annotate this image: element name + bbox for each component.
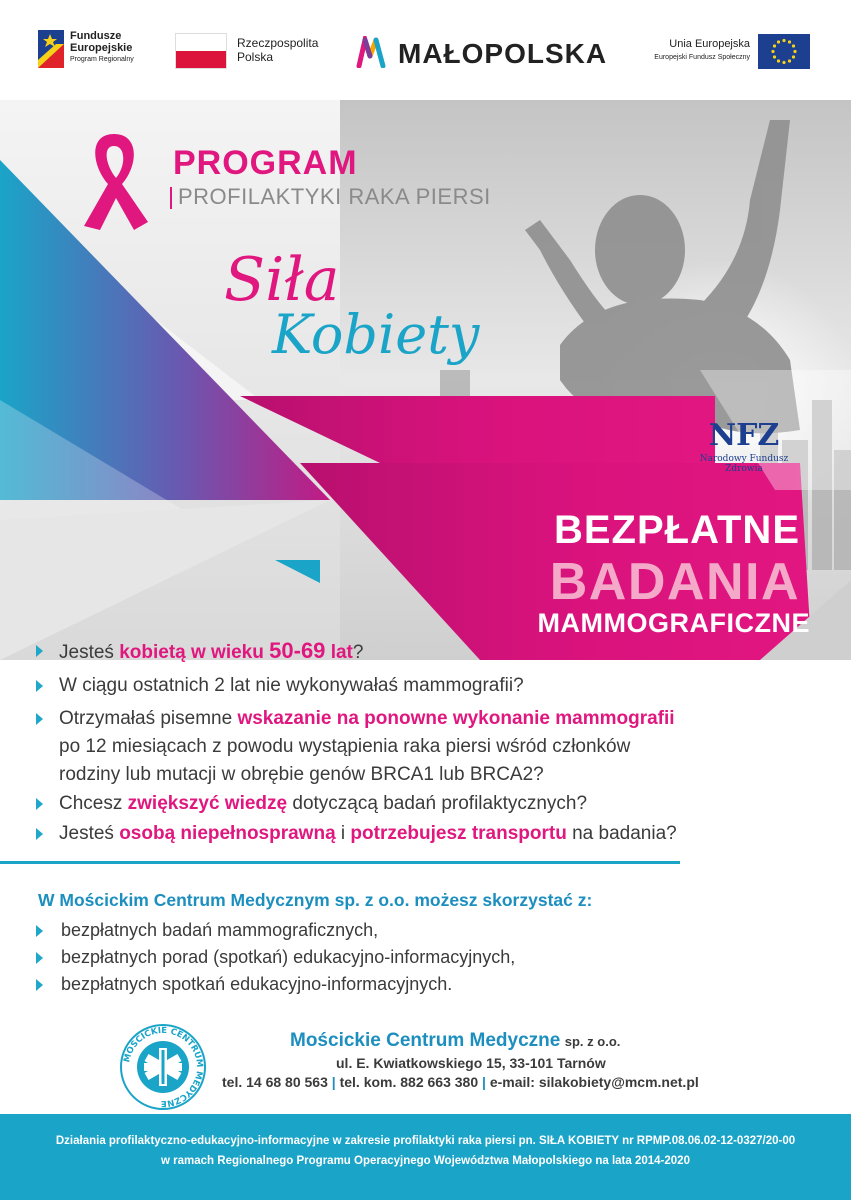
question-text: Otrzymałaś pisemne [59,708,238,729]
hero-banner [0,100,851,660]
offer-item-text: bezpłatnych spotkań edukacyjno-informacyjnych. [61,974,453,994]
question-text: rodziny lub mutacji w obrębie genów BRCA1 lub BRCA2? [59,764,544,785]
logo-bar [0,0,851,100]
unia-europejska-logo [630,34,815,70]
nfz-logo [680,418,808,474]
pink-ribbon-icon [78,126,150,236]
mcm-logo-icon [118,1022,208,1112]
script-kobiety: Kobiety [272,303,480,366]
contact-separator: | [331,1074,336,1090]
polish-flag-icon [175,33,227,69]
triangle-bullet-icon [36,925,43,937]
question-age-range: 50-69 [269,638,326,663]
nfz-caption: Narodowy Fundusz Zdrowia [699,454,789,474]
question-item [36,637,796,667]
program-title: PROGRAM [173,144,358,182]
fundusze-line2: Europejskie [70,42,133,54]
question-text: Chcesz [59,793,128,814]
fundusze-line1: Fundusze [70,30,122,42]
question-text: Jesteś [59,823,120,844]
question-text: dotyczącą badań profilaktycznych? [287,793,588,814]
question-text: ? [352,642,364,663]
triangle-bullet-icon [36,798,43,810]
fundusze-europejskie-logo [38,30,158,70]
question-highlight: wskazanie na ponowne wykonanie mammografii [237,708,675,729]
section-divider [0,861,680,864]
offer-item [36,971,736,997]
footer-line1: Działania profilaktyczno-edukacyjno-informacyjne w zakresie profilaktyki raka piersi pn. SIŁA KOBIETY nr RPMP.08.06.02-12-0327/20-00 [55,1135,796,1147]
triangle-bullet-icon [36,645,43,657]
contact-mobile: tel. kom. 882 663 380 [339,1074,479,1090]
question-text: Jesteś [59,642,120,663]
headline-mammograficzne: MAMMOGRAFICZNE [537,608,810,638]
question-item [36,672,796,700]
footer-line2: w ramach Regionalnego Programu Operacyjnego Województwa Małopolskiego na lata 2014-2020 [161,1155,690,1167]
question-item [36,705,796,789]
contact-name: Mościckie Centrum Medyczne [290,1030,561,1051]
question-text: po 12 miesiącach z powodu wystąpienia raka piersi wśród członków [59,736,631,757]
mcm-ring-textpath: MOŚCICKIE CENTRUM MEDYCZNE [122,1025,205,1109]
malopolska-logo [356,34,616,74]
contact-details-line [222,1074,699,1090]
offer-item-text: bezpłatnych porad (spotkań) edukacyjno-informacyjnych, [61,947,516,967]
fundusze-line3: Program Regionalny [70,56,134,63]
contact-phone: tel. 14 68 80 563 [222,1074,328,1090]
eu-flag-icon [758,34,810,69]
triangle-bullet-icon [36,680,43,692]
triangle-bullet-icon [36,979,43,991]
headline-badania: BADANIA [549,553,800,611]
contact-email: e-mail: silakobiety@mcm.net.pl [489,1074,699,1090]
question-highlight: lat [325,642,353,663]
contact-separator: | [482,1074,486,1090]
fundusze-europejskie-emblem-icon [38,30,64,68]
offer-item-text: bezpłatnych badań mammograficznych, [61,920,379,940]
ue-line2: Europejski Fundusz Społeczny [654,54,750,61]
malopolska-m-icon [356,36,392,68]
program-subtitle: PROFILAKTYKI RAKA PIERSI [178,184,491,209]
question-highlight: zwiększyć wiedzę [127,793,288,814]
question-item [36,820,796,848]
offer-item [36,917,736,943]
question-highlight: osobą niepełnosprawną [119,823,336,844]
malopolska-text: MAŁOPOLSKA [398,38,608,69]
offer-title: W Mościckim Centrum Medycznym sp. z o.o. możesz skorzystać z: [38,890,593,910]
question-highlight: potrzebujesz transportu [350,823,567,844]
headline-bezplatne: BEZPŁATNE [553,508,800,552]
triangle-bullet-icon [36,828,43,840]
question-highlight: kobietą w wieku [119,642,270,663]
script-sila: Siła [224,245,340,315]
subtitle-divider [170,187,172,209]
rp-line2: Polska [237,50,274,64]
contact-name-line [290,1030,620,1052]
triangle-bullet-icon [36,952,43,964]
offer-item [36,944,736,970]
question-item [36,790,796,818]
question-text: i [335,823,351,844]
question-text: W ciągu ostatnich 2 lat nie wykonywałaś mammografii? [59,675,524,696]
rp-line1: Rzeczpospolita [237,36,319,50]
footer [0,1114,851,1200]
rzeczpospolita-polska-logo [175,33,335,71]
contact-name-suffix: sp. z o.o. [564,1034,621,1049]
ue-line1: Unia Europejska [669,38,750,50]
contact-address: ul. E. Kwiatkowskiego 15, 33-101 Tarnów [336,1055,606,1071]
nfz-mark: NFZ [708,418,780,453]
triangle-bullet-icon [36,713,43,725]
question-text: na badania? [566,823,677,844]
